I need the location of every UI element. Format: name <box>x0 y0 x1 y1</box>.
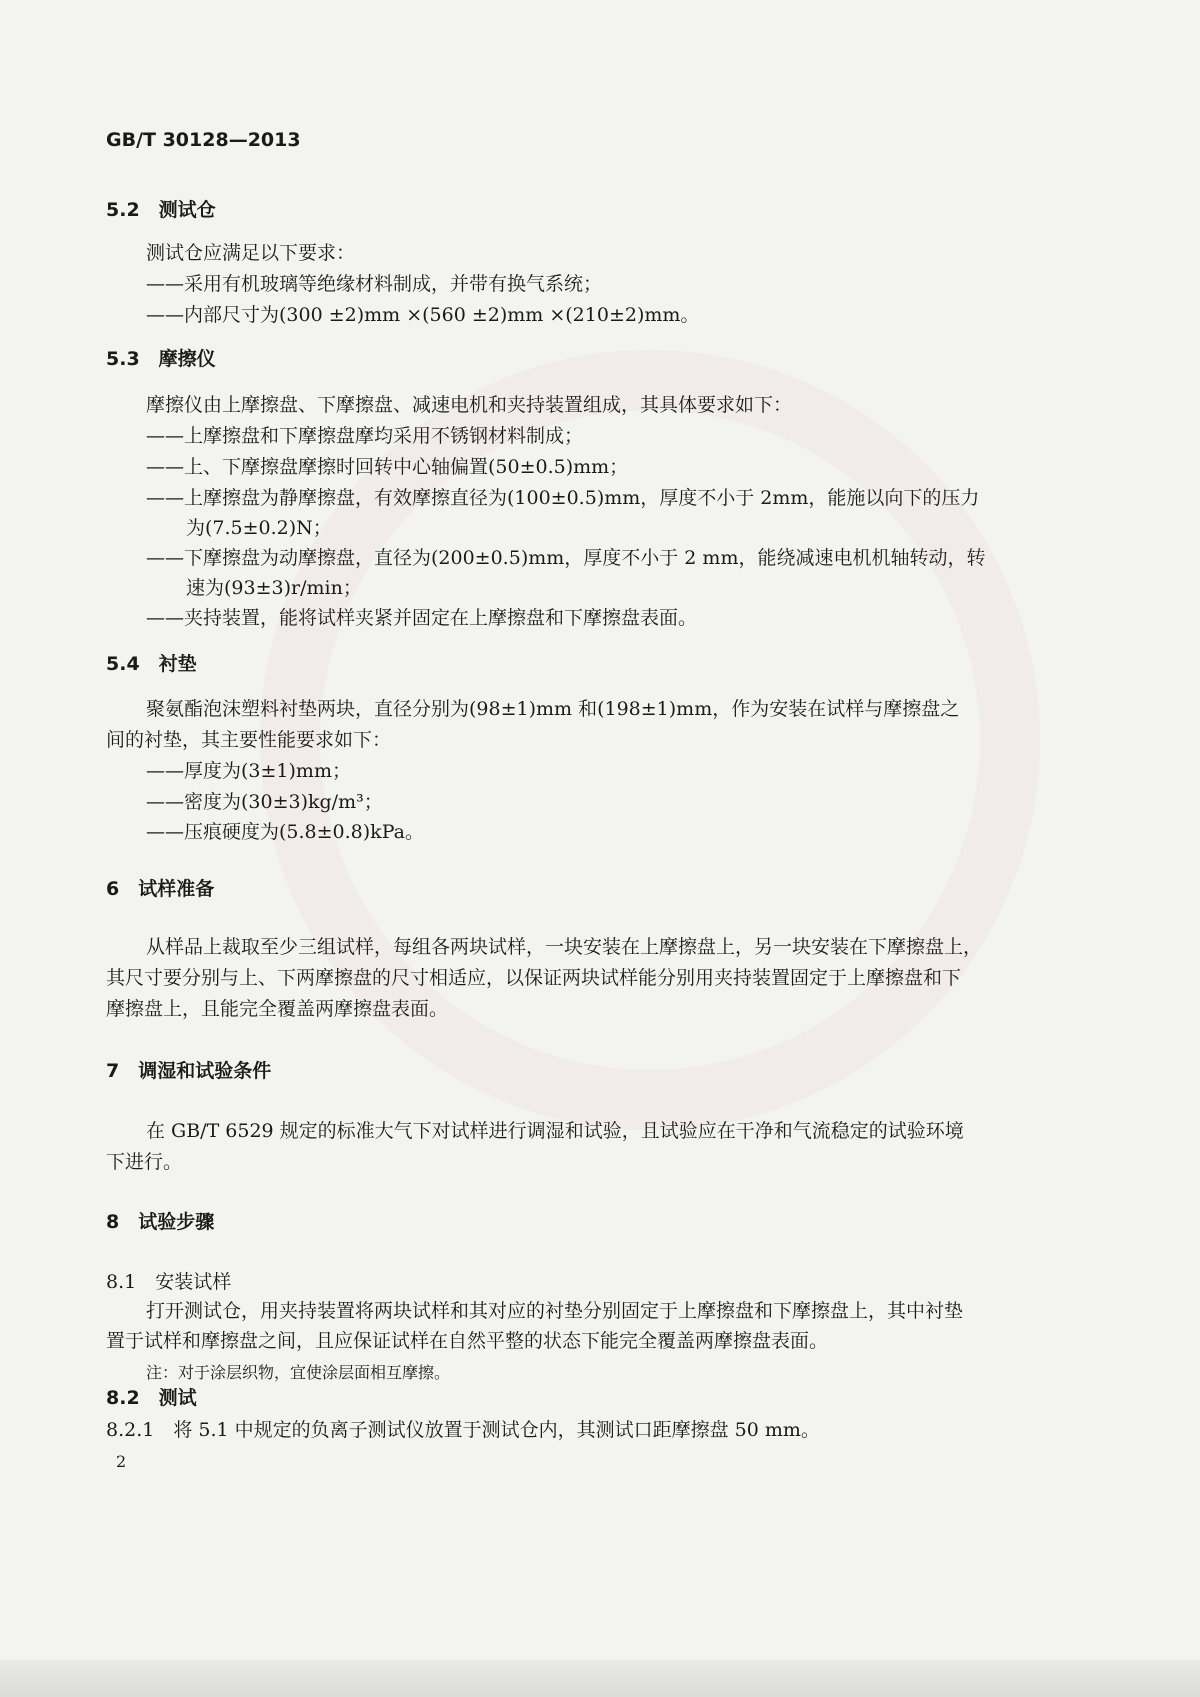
paragraph-continuation: 置于试样和摩擦盘之间，且应保证试样在自然平整的状态下能完全覆盖两摩擦盘表面。 <box>106 1330 829 1352</box>
section-8-1-title: 8.1 安装试样 <box>106 1271 232 1293</box>
note: 注：对于涂层织物，宜使涂层面相互摩擦。 <box>146 1363 451 1382</box>
list-item: ——压痕硬度为(5.8±0.8)kPa。 <box>146 821 424 843</box>
section-5-3-title: 5.3 摩擦仪 <box>106 348 216 370</box>
list-item: ——厚度为(3±1)mm； <box>146 760 351 782</box>
paragraph-continuation: 其尺寸要分别与上、下两摩擦盘的尺寸相适应，以保证两块试样能分别用夹持装置固定于上摩擦盘和下 <box>106 967 962 989</box>
scan-edge <box>0 1660 1200 1697</box>
list-item: ——采用有机玻璃等绝缘材料制成，并带有换气系统； <box>146 273 603 295</box>
paragraph-continuation: 下进行。 <box>106 1151 183 1173</box>
section-5-2-title: 5.2 测试仓 <box>106 199 216 221</box>
section-8-2-title: 8.2 测试 <box>106 1387 197 1409</box>
section-8-title: 8 试验步骤 <box>106 1211 215 1233</box>
document-code: GB/T 30128—2013 <box>106 129 301 151</box>
page-number: 2 <box>116 1452 127 1471</box>
paragraph: 摩擦仪由上摩擦盘、下摩擦盘、减速电机和夹持装置组成，其具体要求如下： <box>146 394 793 416</box>
list-item: ——上摩擦盘和下摩擦盘摩均采用不锈钢材料制成； <box>146 425 584 447</box>
list-item: ——内部尺寸为(300 ±2)mm ×(560 ±2)mm ×(210±2)mm。 <box>146 304 700 326</box>
paragraph: 在 GB/T 6529 规定的标准大气下对试样进行调湿和试验，且试验应在干净和气流稳定的试验环境 <box>146 1120 964 1142</box>
list-item-continuation: 速为(93±3)r/min； <box>186 577 362 599</box>
paragraph: 打开测试仓，用夹持装置将两块试样和其对应的衬垫分别固定于上摩擦盘和下摩擦盘上，其中衬垫 <box>146 1300 964 1322</box>
list-item: ——上摩擦盘为静摩擦盘，有效摩擦直径为(100±0.5)mm，厚度不小于 2mm，能施以向下的压力 <box>146 487 980 509</box>
list-item: ——夹持装置，能将试样夹紧并固定在上摩擦盘和下摩擦盘表面。 <box>146 607 698 629</box>
list-item: ——下摩擦盘为动摩擦盘，直径为(200±0.5)mm，厚度不小于 2 mm，能绕减速电机机轴转动，转 <box>146 547 986 569</box>
paragraph: 聚氨酯泡沫塑料衬垫两块，直径分别为(98±1)mm 和(198±1)mm，作为安装在试样与摩擦盘之 <box>146 698 960 720</box>
list-item: ——密度为(30±3)kg/m³； <box>146 791 383 813</box>
section-8-2-1: 8.2.1 将 5.1 中规定的负离子测试仪放置于测试仓内，其测试口距摩擦盘 50 mm。 <box>106 1419 820 1441</box>
section-7-title: 7 调湿和试验条件 <box>106 1060 272 1082</box>
paragraph: 测试仓应满足以下要求： <box>146 242 356 264</box>
paragraph-continuation: 间的衬垫，其主要性能要求如下： <box>106 729 392 751</box>
list-item-continuation: 为(7.5±0.2)N； <box>186 517 332 539</box>
paragraph-continuation: 摩擦盘上，且能完全覆盖两摩擦盘表面。 <box>106 998 449 1020</box>
list-item: ——上、下摩擦盘摩擦时回转中心轴偏置(50±0.5)mm； <box>146 456 629 478</box>
section-5-4-title: 5.4 衬垫 <box>106 653 197 675</box>
paragraph: 从样品上裁取至少三组试样，每组各两块试样，一块安装在上摩擦盘上，另一块安装在下摩擦盘上， <box>146 936 983 958</box>
section-6-title: 6 试样准备 <box>106 878 215 900</box>
